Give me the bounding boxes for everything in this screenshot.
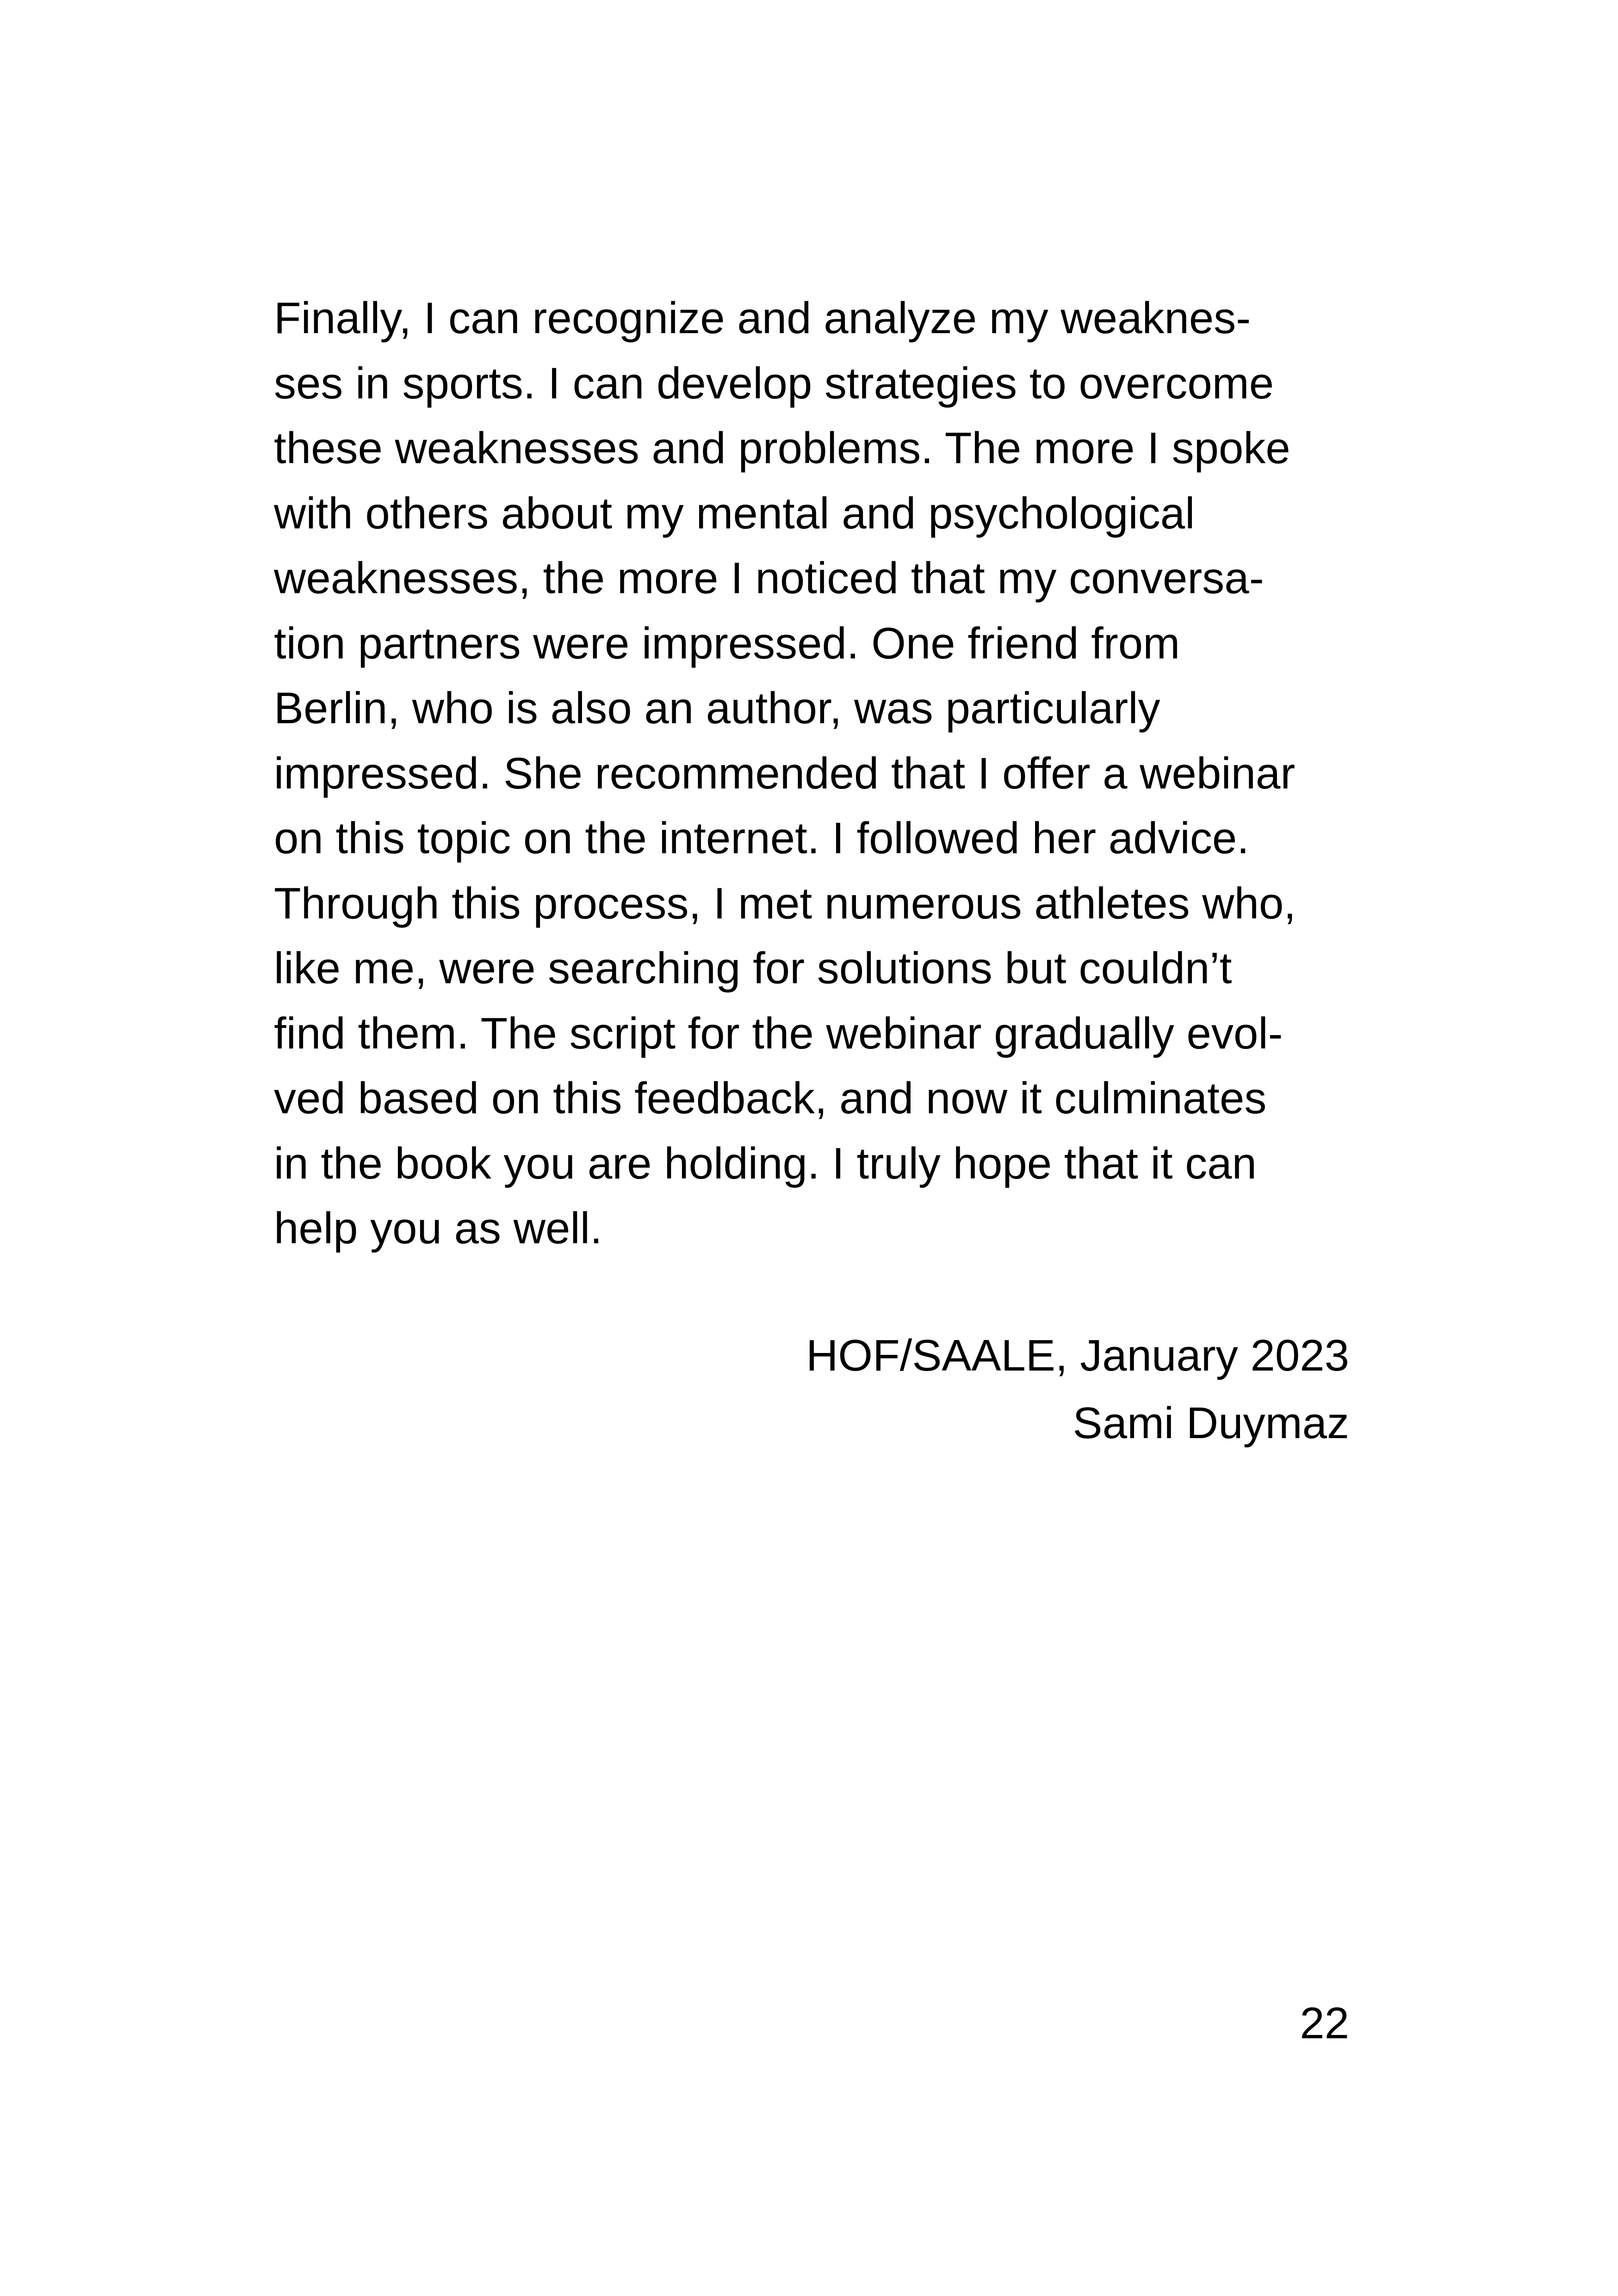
author-name: Sami Duymaz	[1072, 1398, 1349, 1448]
place-date: HOF/SAALE, January 2023	[806, 1331, 1349, 1380]
paragraph-line: Finally, I can recognize and analyze my weaknes-	[274, 293, 1251, 343]
paragraph-line: impressed. She recommended that I offer a webinar	[274, 748, 1296, 798]
paragraph-line: in the book you are holding. I truly hope that it can	[274, 1138, 1257, 1188]
paragraph-line: ved based on this feedback, and now it culminates	[274, 1074, 1267, 1123]
paragraph-line: Through this process, I met numerous athletes who,	[274, 878, 1296, 928]
signature-block	[806, 1322, 1349, 1457]
page-number: 22	[1300, 1998, 1349, 2048]
paragraph-line: find them. The script for the webinar gradually evol-	[274, 1008, 1283, 1058]
paragraph-line: with others about my mental and psychological	[274, 488, 1195, 538]
paragraph-line: Berlin, who is also an author, was particularly	[274, 683, 1160, 733]
paragraph-line: tion partners were impressed. One friend from	[274, 618, 1180, 668]
paragraph-line: help you as well.	[274, 1204, 602, 1253]
body-paragraph	[274, 286, 1357, 1261]
paragraph-line: on this topic on the internet. I followed her advice.	[274, 813, 1249, 863]
paragraph-line: like me, were searching for solutions but couldn’t	[274, 943, 1232, 993]
paragraph-line: these weaknesses and problems. The more I spoke	[274, 423, 1290, 473]
paragraph-line: ses in sports. I can develop strategies to overcome	[274, 358, 1274, 408]
paragraph-line: weaknesses, the more I noticed that my conversa-	[274, 553, 1264, 603]
